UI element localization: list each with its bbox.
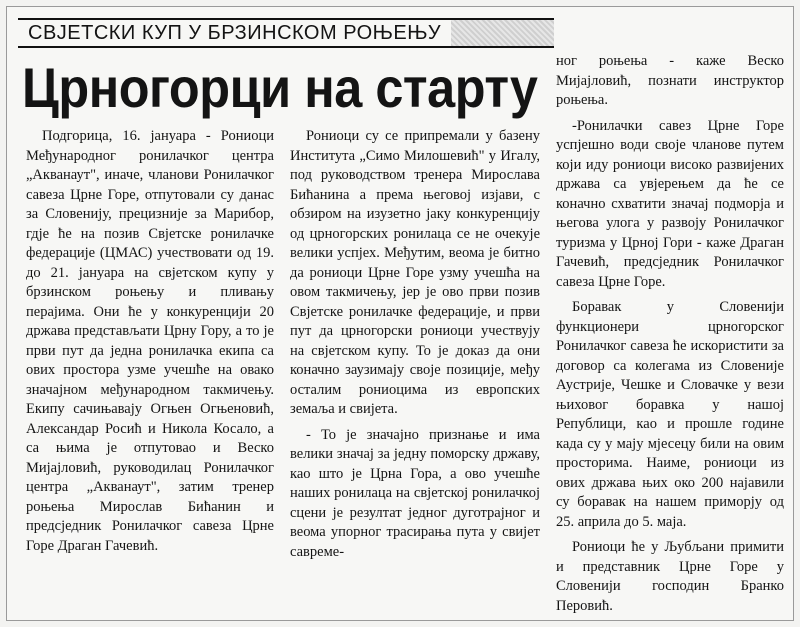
- article-kicker: СВЈЕТСКИ КУП У БРЗИНСКОМ РОЊЕЊУ: [18, 20, 451, 46]
- kicker-bar: [18, 18, 554, 48]
- paragraph: ног роњења - каже Веско Мијајловић, познати инструктор роњења.: [556, 53, 784, 108]
- paragraph: Подгорица, 16. јануара - Рониоци Међународног ронилачког центра „Акванаут", иначе, чланови Ронилачког савеза Црне Горе, отпутовали су данас за Словенију, прецизније за Марибор, гдје ће на позив Свјетске ронилачке федерације (ЦМАС) учествовати од 19. до 21. јануара на свјетском купу у брзинском роњењу и пливању перајима. Они ће у конкуренцији 20 држава представљати Црну Гору, а то је први пут да једна ронилачка екипа са ових простора узме учешће на овако значајном међународном такмичењу. Екипу сачињавају Огњен Огњеновић, Александар Росић и Никола Косало, а са њима је отпутовао и Веско Мијајловић, руководилац Ронилачког центра „Акванаут", затим тренер роњења Мирослав Бићанин и предсједник Ронилачког савеза Црне Горе Драган Гачевић.: [26, 128, 274, 554]
- paragraph: - То је значајно признање и има велики значај за једну поморску државу, као што је Црна Гора, а ово учешће наших ронилаца на свјетској ронилачкој сцени је резултат једног дуготрајног и веома упорног трасирања пута у свијет савреме-: [290, 426, 540, 560]
- paragraph: -Ронилачки савез Црне Горе успјешно води своје чланове путем који иду рониоци високо развијених држава са увјерењем да ће се коначно схватити значај подморја и његова улога у развоју Ронилачког туризма у Црној Гори - каже Драган Гачевић, предсједник Ронилачког савеза Црне Горе.: [556, 117, 784, 290]
- paragraph: Рониоци су се припремали у базену Института „Симо Милошевић" у Игалу, под руководством тренера Мирослава Бићанина а према његовој изјави, с обзиром на изузетно јаку конкуренцију од црногорских ронилаца се не очекује велики успјех. Међутим, веома је битно да рониоци Црне Горе узму учешћа на овом такмичењу, јер је ово први позив Свјетске ронилачке федерације, и први пут да црногорски рониоци учествују на свјетском купу. То је доказ да они коначно заузимају своје позиције, међу осталим рониоцима из европских земаља и свијета.: [290, 128, 540, 417]
- article-column-1: [26, 127, 274, 556]
- article-column-2: [290, 127, 540, 562]
- article-headline: Црногорци на старту: [22, 56, 538, 119]
- article-column-3: [556, 52, 784, 616]
- paragraph: Рониоци ће у Љубљани примити и представник Црне Горе у Словенији господин Бранко Перовић.: [556, 539, 784, 614]
- paragraph: Боравак у Словенији функционери црногорског Ронилачког савеза ће искористити за договор са колегама из Словеније Аустрије, Чешке и Словачке у вези њиховог боравка у нашој Републици, као и прошле године када су у мају мјесецу били на овим просторима. Наиме, рониоци из ових држава њих око 200 најавили су боравак на нашем приморју од 25. априла до 5. маја.: [556, 299, 784, 530]
